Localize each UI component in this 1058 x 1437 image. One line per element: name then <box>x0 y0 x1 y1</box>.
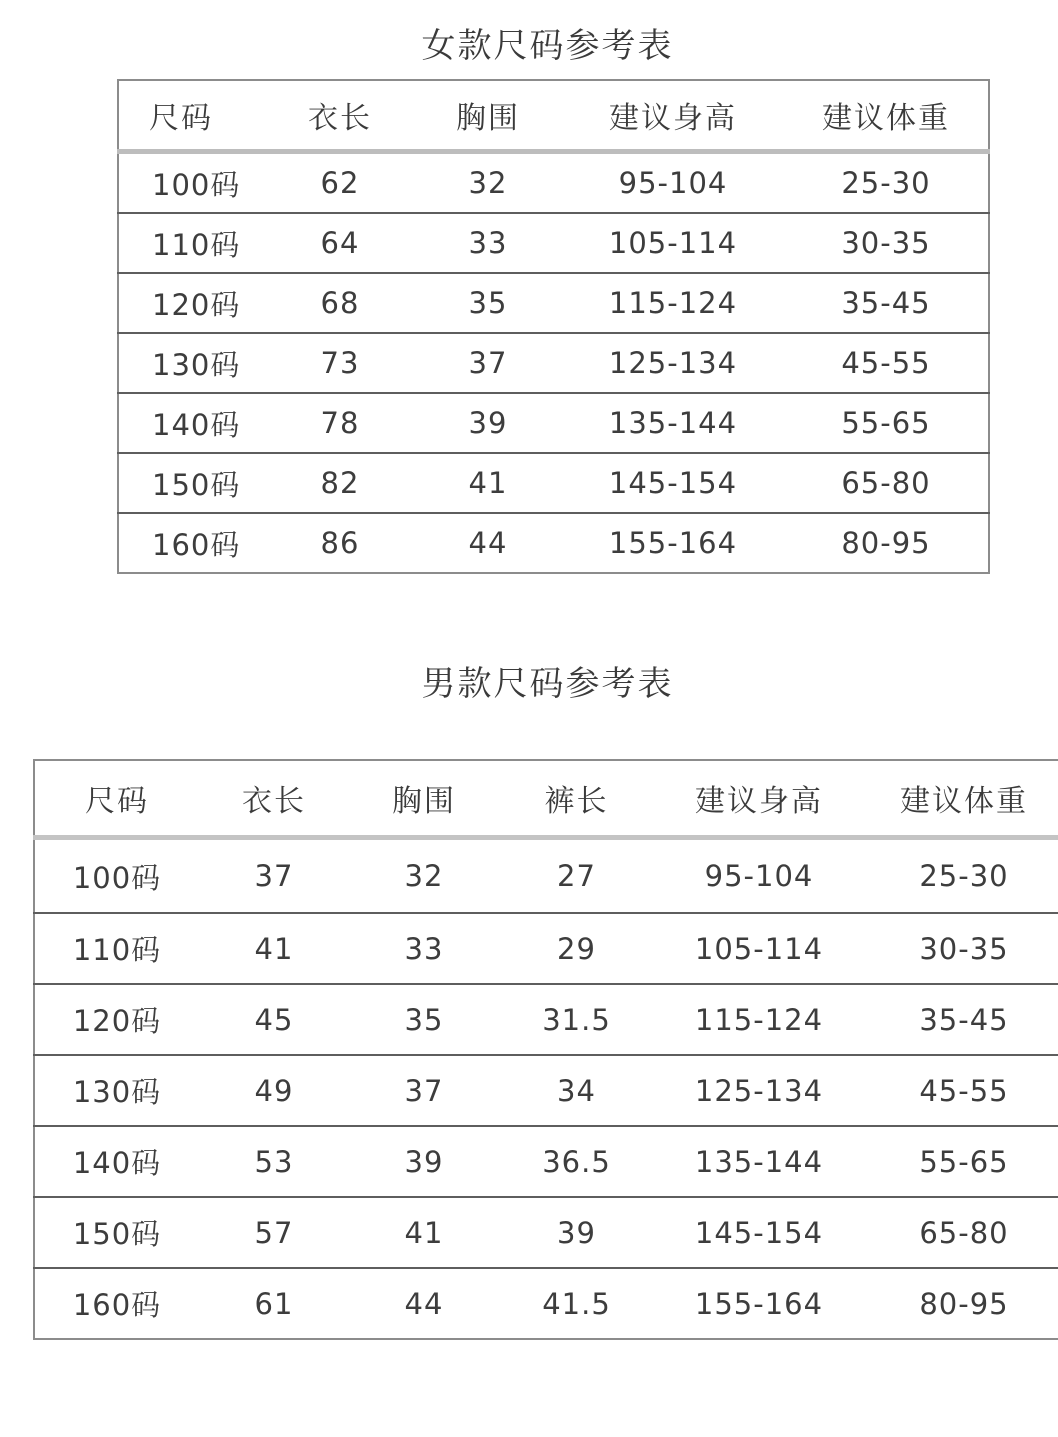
men-cell: 34 <box>499 1055 654 1126</box>
women-size-table <box>117 79 990 574</box>
women-cell: 68 <box>266 273 414 333</box>
women-cell: 44 <box>414 513 562 573</box>
women-header-cell: 衣长 <box>266 80 414 152</box>
men-header-row <box>34 760 1058 838</box>
men-cell: 41 <box>199 913 349 984</box>
men-header-cell: 建议体重 <box>864 760 1058 838</box>
men-cell: 41 <box>349 1197 499 1268</box>
men-cell: 36.5 <box>499 1126 654 1197</box>
women-cell: 37 <box>414 333 562 393</box>
men-cell: 125-134 <box>654 1055 864 1126</box>
men-header-cell: 建议身高 <box>654 760 864 838</box>
women-cell: 35 <box>414 273 562 333</box>
men-cell: 32 <box>404 859 444 893</box>
women-cell: 82 <box>266 453 414 513</box>
men-cell: 53 <box>199 1126 349 1197</box>
women-header-cell: 胸围 <box>414 80 562 152</box>
men-cell: 110码 <box>34 913 199 984</box>
men-header-cell: 尺码 <box>34 760 199 838</box>
table-row <box>118 453 989 513</box>
women-header-cell: 尺码 <box>118 80 266 152</box>
women-cell: 95-104 <box>562 152 784 214</box>
women-cell: 140码 <box>118 393 266 453</box>
table-row <box>34 1055 1058 1126</box>
table-row <box>34 913 1058 984</box>
women-cell: 41 <box>414 453 562 513</box>
women-cell: 160码 <box>118 513 266 573</box>
men-cell: 130码 <box>34 1055 199 1126</box>
women-cell: 120码 <box>118 273 266 333</box>
women-cell: 145-154 <box>562 453 784 513</box>
women-cell: 64 <box>266 213 414 273</box>
men-cell: 37 <box>349 1055 499 1126</box>
women-cell: 55-65 <box>784 393 989 453</box>
men-size-chart-title: 男款尺码参考表 <box>421 664 674 704</box>
men-cell: 33 <box>349 913 499 984</box>
men-cell: 35 <box>349 984 499 1055</box>
men-cell: 55-65 <box>864 1126 1058 1197</box>
women-cell: 110码 <box>118 213 266 273</box>
table-row <box>34 838 1058 914</box>
women-cell: 35-45 <box>784 273 989 333</box>
women-cell: 25-30 <box>784 152 989 214</box>
men-cell: 80-95 <box>864 1268 1058 1339</box>
women-cell: 135-144 <box>562 393 784 453</box>
men-cell: 30-35 <box>864 913 1058 984</box>
men-header-cell: 胸围 <box>349 760 499 838</box>
men-cell: 105-114 <box>654 913 864 984</box>
women-cell: 155-164 <box>562 513 784 573</box>
men-table-header <box>34 760 1058 838</box>
men-cell: 39 <box>499 1197 654 1268</box>
women-table-body <box>118 152 989 574</box>
women-cell: 80-95 <box>784 513 989 573</box>
table-row <box>118 152 989 214</box>
men-cell: 95-104 <box>704 859 814 893</box>
women-cell: 86 <box>266 513 414 573</box>
men-cell: 39 <box>349 1126 499 1197</box>
men-cell: 44 <box>349 1268 499 1339</box>
men-cell: 35-45 <box>864 984 1058 1055</box>
men-cell: 61 <box>199 1268 349 1339</box>
table-row <box>118 213 989 273</box>
men-cell: 150码 <box>34 1197 199 1268</box>
men-cell: 135-144 <box>654 1126 864 1197</box>
women-cell: 33 <box>414 213 562 273</box>
women-cell: 78 <box>266 393 414 453</box>
women-cell: 100码 <box>118 152 266 214</box>
men-header-cell: 裤长 <box>499 760 654 838</box>
men-cell: 29 <box>499 913 654 984</box>
men-cell: 155-164 <box>654 1268 864 1339</box>
table-row <box>118 273 989 333</box>
men-cell: 25-30 <box>919 859 1009 893</box>
women-cell: 105-114 <box>562 213 784 273</box>
men-cell: 115-124 <box>654 984 864 1055</box>
men-cell: 49 <box>199 1055 349 1126</box>
table-row <box>34 984 1058 1055</box>
table-row <box>118 333 989 393</box>
women-cell: 39 <box>414 393 562 453</box>
men-header-cell: 衣长 <box>199 760 349 838</box>
men-cell: 140码 <box>34 1126 199 1197</box>
women-cell: 125-134 <box>562 333 784 393</box>
women-cell: 65-80 <box>784 453 989 513</box>
men-cell: 65-80 <box>864 1197 1058 1268</box>
men-size-table <box>33 759 1058 1340</box>
men-cell: 120码 <box>34 984 199 1055</box>
men-cell: 145-154 <box>654 1197 864 1268</box>
men-cell: 45-55 <box>864 1055 1058 1126</box>
table-row <box>34 1268 1058 1339</box>
women-cell: 30-35 <box>784 213 989 273</box>
women-cell: 130码 <box>118 333 266 393</box>
men-cell: 37 <box>254 859 294 893</box>
women-header-cell: 建议身高 <box>562 80 784 152</box>
women-header-cell: 建议体重 <box>784 80 989 152</box>
table-row <box>34 1126 1058 1197</box>
men-cell: 31.5 <box>499 984 654 1055</box>
women-cell: 115-124 <box>562 273 784 333</box>
men-table-body <box>34 838 1058 1340</box>
table-row <box>118 393 989 453</box>
men-cell: 100码 <box>72 860 162 895</box>
women-size-chart-title: 女款尺码参考表 <box>421 26 674 66</box>
men-cell: 27 <box>557 859 596 893</box>
men-cell: 45 <box>199 984 349 1055</box>
women-cell: 45-55 <box>784 333 989 393</box>
table-row <box>34 1197 1058 1268</box>
women-cell: 150码 <box>118 453 266 513</box>
women-cell: 62 <box>266 152 414 214</box>
women-cell: 73 <box>266 333 414 393</box>
men-cell: 57 <box>199 1197 349 1268</box>
table-row <box>118 513 989 573</box>
men-cell: 160码 <box>34 1268 199 1339</box>
women-table-header <box>118 80 989 152</box>
men-cell: 41.5 <box>499 1268 654 1339</box>
women-cell: 32 <box>414 152 562 214</box>
women-header-row <box>118 80 989 152</box>
